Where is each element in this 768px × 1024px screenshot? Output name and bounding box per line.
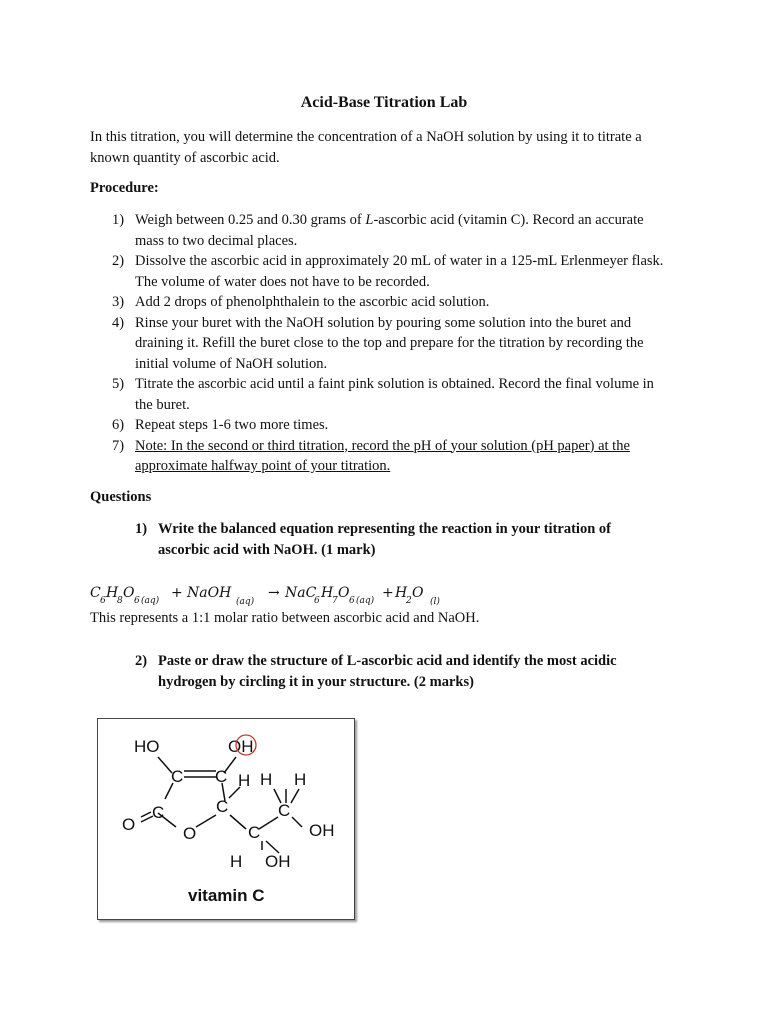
page-title: Acid-Base Titration Lab — [300, 94, 468, 111]
procedure-heading: Procedure: — [90, 180, 159, 196]
svg-text:C: C — [248, 823, 261, 842]
structure-atom-labels — [122, 737, 335, 871]
svg-text:OH: OH — [265, 852, 291, 871]
svg-text:H: H — [106, 585, 119, 601]
svg-text:OH: OH — [309, 821, 335, 840]
svg-text:6: 6 — [134, 596, 140, 606]
svg-text:O: O — [412, 585, 424, 601]
procedure-steps — [112, 210, 672, 477]
intro-paragraph: In this titration, you will determine the concentration of a NaOH solution by using it to titrate a known quantity of ascorbic acid. — [90, 129, 642, 166]
svg-text:NaOH: NaOH — [187, 585, 232, 601]
svg-text:OH: OH — [228, 737, 254, 756]
svg-text:O: O — [123, 585, 135, 601]
svg-text:O: O — [183, 824, 197, 843]
svg-text:H: H — [260, 770, 273, 789]
procedure-step: 6) Repeat steps 1-6 two more times. — [112, 417, 329, 433]
ascorbic-acid-structure — [97, 718, 355, 920]
procedure-step: 1) Weigh between 0.25 and 0.30 grams of L-ascorbic acid (vitamin C). Record an accurate mass to two decimal places. — [112, 212, 644, 249]
svg-text:6: 6 — [100, 596, 106, 606]
svg-text:H: H — [238, 771, 251, 790]
svg-text:→: → — [268, 585, 280, 601]
procedure-step: 2) Dissolve the ascorbic acid in approximately 20 mL of water in a 125-mL Erlenmeyer flask. The volume of water does not have to be recorded. — [112, 253, 664, 290]
svg-text:C: C — [216, 797, 229, 816]
svg-text:NaC: NaC — [285, 585, 317, 601]
svg-text:6: 6 — [349, 596, 355, 606]
svg-text:(l): (l) — [430, 597, 440, 607]
svg-text:H: H — [395, 585, 408, 601]
svg-text:(aq): (aq) — [356, 596, 375, 606]
svg-text:2: 2 — [406, 596, 412, 606]
svg-text:C: C — [278, 801, 291, 820]
svg-text:+: + — [171, 585, 183, 601]
svg-text:HO: HO — [134, 737, 160, 756]
svg-text:C: C — [215, 767, 228, 786]
svg-text:C: C — [152, 803, 165, 822]
procedure-step: 5) Titrate the ascorbic acid until a faint pink solution is obtained. Record the final volume in the buret. — [112, 376, 654, 413]
question-1: 1) Write the balanced equation representing the reaction in your titration of ascorbic acid with NaOH. (1 mark) — [135, 521, 611, 558]
svg-text:C: C — [171, 767, 184, 786]
svg-text:(aq): (aq) — [141, 596, 160, 606]
question-2: 2) Paste or draw the structure of L-ascorbic acid and identify the most acidic hydrogen by circling it in your structure. (2 marks) — [135, 653, 617, 690]
structure-caption: vitamin C — [188, 886, 265, 905]
svg-text:H: H — [294, 770, 307, 789]
equation-explanation: This represents a 1:1 molar ratio between ascorbic acid and NaOH. — [90, 610, 480, 626]
questions-heading: Questions — [90, 489, 152, 505]
procedure-step: 4) Rinse your buret with the NaOH solution by pouring some solution into the buret and draining it. Refill the buret close to the top and prepare for the titration by recording the initial volume of NaOH solution. — [112, 314, 644, 372]
balanced-equation — [90, 583, 590, 611]
svg-text:8: 8 — [117, 596, 123, 606]
svg-text:H: H — [321, 585, 334, 601]
svg-text:7: 7 — [332, 596, 338, 606]
svg-text:+: + — [382, 585, 394, 601]
procedure-step-note: 7) Note: In the second or third titration, record the pH of your solution (pH paper) at the approximate halfway point of your titration. — [112, 437, 630, 474]
svg-text:O: O — [338, 585, 350, 601]
svg-text:O: O — [122, 815, 136, 834]
structure-diagram — [98, 719, 354, 919]
procedure-step: 3) Add 2 drops of phenolphthalein to the ascorbic acid solution. — [112, 294, 490, 310]
svg-text:6: 6 — [314, 596, 320, 606]
svg-text:C: C — [90, 585, 101, 601]
svg-text:(aq): (aq) — [236, 597, 255, 607]
svg-text:H: H — [230, 852, 243, 871]
